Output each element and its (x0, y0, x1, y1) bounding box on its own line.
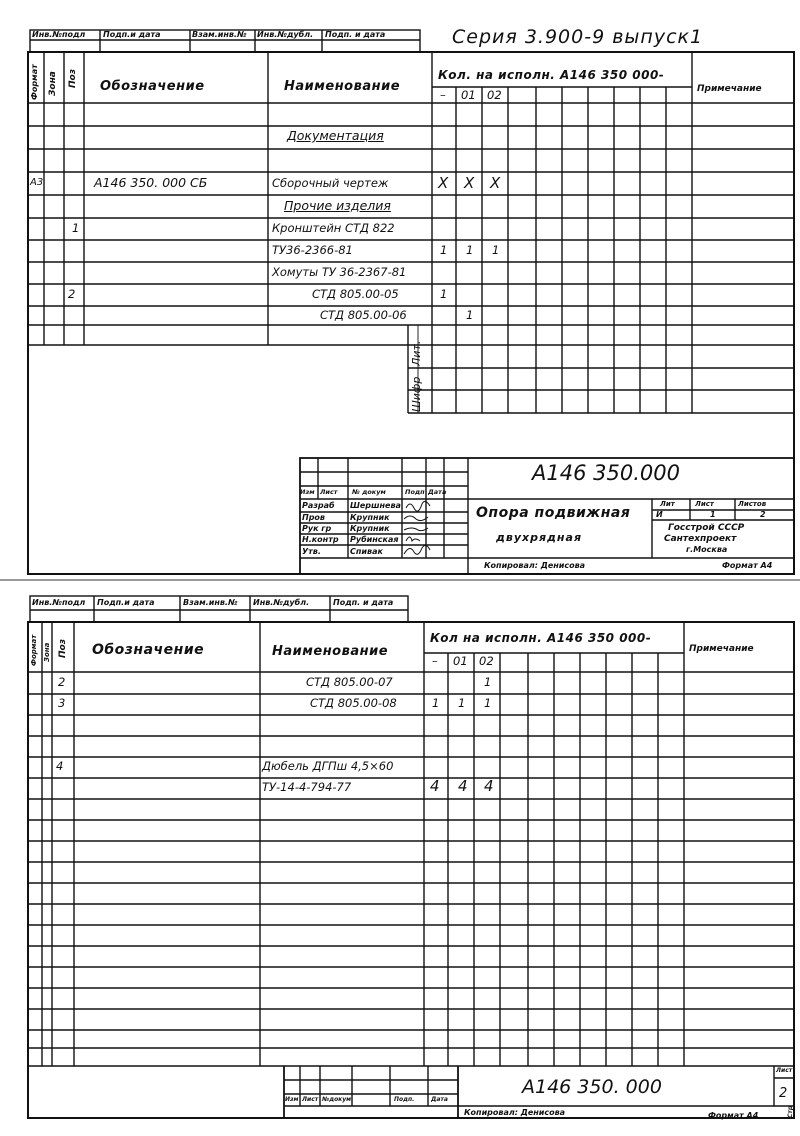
tb-col-podp: Подп (405, 488, 425, 496)
row-designation: А146 350. 000 СБ (94, 175, 208, 190)
qty-02: 4 (484, 777, 494, 795)
col-name-header: Наименование (284, 79, 401, 94)
format-label: Формат А4 (708, 1111, 759, 1120)
series-header: Серия 3.900-9 выпуск1 (452, 26, 704, 48)
variant-base: – (440, 88, 446, 102)
name-razrab: Шершнева (350, 501, 401, 510)
stamp-inv-podl: Инв.№подл (32, 598, 86, 607)
role-prov: Пров (302, 513, 325, 522)
tb-col-izm: Изм (300, 488, 315, 496)
section-other-items: Прочие изделия (284, 198, 391, 213)
col-format-header: Формат (30, 64, 39, 100)
qty-01: 1 (458, 696, 466, 710)
name-utv: Спивак (350, 547, 383, 556)
variant-base: – (432, 654, 438, 668)
row-pos: 1 (72, 221, 80, 235)
col-format-header: Формат (30, 634, 38, 666)
sheets-total-label: Листов (738, 500, 767, 508)
org-line3: г.Москва (686, 545, 728, 554)
variant-01: 01 (461, 88, 476, 102)
stamp-podp-data: Подп.и дата (103, 30, 161, 39)
col-note-header: Примечание (689, 644, 754, 654)
row-name: СТД 805.00-08 (310, 696, 397, 710)
doc-number: А146 350.000 (532, 461, 680, 485)
stamp-inv-dubl: Инв.№дубл. (253, 598, 310, 607)
qty-base: 1 (440, 287, 448, 301)
qty-01: 1 (466, 243, 474, 257)
tb-col-date: Дата (428, 488, 447, 496)
stamp-inv-dubl: Инв.№дубл. (257, 30, 314, 39)
stamp-vzam-inv: Взам.инв.№ (192, 30, 247, 39)
qty-base: 1 (432, 696, 440, 710)
title-line2: двухрядная (496, 531, 583, 544)
tb-col-podp: Подп. (394, 1096, 415, 1103)
col-designation-header: Обозначение (100, 79, 205, 94)
sheet-value: 1 (710, 510, 716, 519)
qty-01: 4 (458, 777, 468, 795)
name-prov: Крупник (350, 513, 390, 522)
lit-value: И (656, 510, 663, 519)
variant-01: 01 (453, 654, 468, 668)
row-format: А3 (30, 177, 44, 188)
col-qty-header: Кол. на исполн. А146 350 000- (438, 68, 665, 82)
tb-col-list: Лист (302, 1096, 319, 1103)
name-n-kontr: Рубинская (350, 535, 399, 544)
name-ruk-gr: Крупник (350, 524, 390, 533)
format-label: Формат А4 (722, 561, 773, 570)
row-name: Дюбель ДГПш 4,5×60 (262, 759, 394, 773)
tb-col-list: Лист (320, 488, 338, 496)
col-zone-header: Зона (48, 71, 58, 96)
doc-number: А146 350. 000 (522, 1076, 662, 1098)
col-qty-header: Кол на исполн. А146 350 000- (430, 631, 652, 645)
row-name: Кронштейн СТД 822 (272, 221, 395, 235)
qty-base: X (438, 174, 449, 192)
sheets-total-value: 2 (760, 510, 766, 519)
stamp-inv-podl: Инв.№подл (32, 30, 86, 39)
col-note-header: Примечание (697, 84, 762, 94)
qty-02: 1 (484, 675, 492, 689)
qty-01: 1 (466, 308, 474, 322)
role-ruk-gr: Рук гр (302, 524, 332, 533)
tb-col-izm: Изм (285, 1096, 299, 1103)
col-zone-header: Зона (43, 642, 51, 662)
stamp-podp-data: Подп.и дата (97, 598, 155, 607)
section-documentation: Документация (287, 128, 384, 143)
qty-02: 1 (492, 243, 500, 257)
col-pos-header: Поз (68, 69, 78, 88)
lit-label: Лит (660, 500, 675, 508)
row-name: СТД 805.00-06 (320, 308, 407, 322)
row-pos: 2 (58, 675, 66, 689)
row-name: ТУ36-2366-81 (272, 243, 353, 257)
role-utv: Утв. (302, 547, 321, 556)
variant-02: 02 (479, 654, 494, 668)
row-pos: 4 (56, 759, 64, 773)
org-line2: Сантехпроект (664, 534, 737, 544)
tb-col-doc: № докум (352, 488, 386, 496)
qty-base: 4 (430, 777, 440, 795)
margin-note: Стр (787, 1105, 794, 1118)
qty-02: 1 (484, 696, 492, 710)
qty-02: X (490, 174, 501, 192)
sheet-label: Лист (695, 500, 714, 508)
side-label-lit: Лит. (410, 340, 423, 366)
stamp-podp-data-2: Подп. и дата (333, 598, 394, 607)
copied-by: Копировал: Денисова (484, 561, 586, 570)
stamp-vzam-inv: Взам.инв.№ (183, 598, 238, 607)
sheet-number: 2 (779, 1086, 788, 1101)
row-pos: 3 (58, 696, 66, 710)
role-n-kontr: Н.контр (302, 535, 339, 544)
copied-by: Копировал: Денисова (464, 1108, 566, 1117)
org-line1: Госстрой СССР (668, 523, 745, 533)
sheet-label: Лист (776, 1067, 793, 1074)
row-name: Сборочный чертеж (272, 176, 389, 190)
tb-col-date: Дата (431, 1096, 448, 1103)
row-name: ТУ-14-4-794-77 (262, 780, 352, 794)
variant-02: 02 (487, 88, 502, 102)
qty-base: 1 (440, 243, 448, 257)
title-line1: Опора подвижная (476, 505, 631, 521)
col-name-header: Наименование (272, 644, 389, 659)
col-pos-header: Поз (58, 639, 68, 658)
col-designation-header: Обозначение (92, 642, 205, 658)
qty-01: X (464, 174, 475, 192)
row-name: Хомуты ТУ 36-2367-81 (272, 265, 407, 279)
tb-col-doc: №докум. (322, 1096, 354, 1103)
role-razrab: Разраб (302, 501, 335, 510)
row-name: СТД 805.00-07 (306, 675, 393, 689)
stamp-podp-data-2: Подп. и дата (325, 30, 386, 39)
row-pos: 2 (68, 287, 76, 301)
side-label-shifr: Шифр (410, 376, 423, 412)
row-name: СТД 805.00-05 (312, 287, 399, 301)
